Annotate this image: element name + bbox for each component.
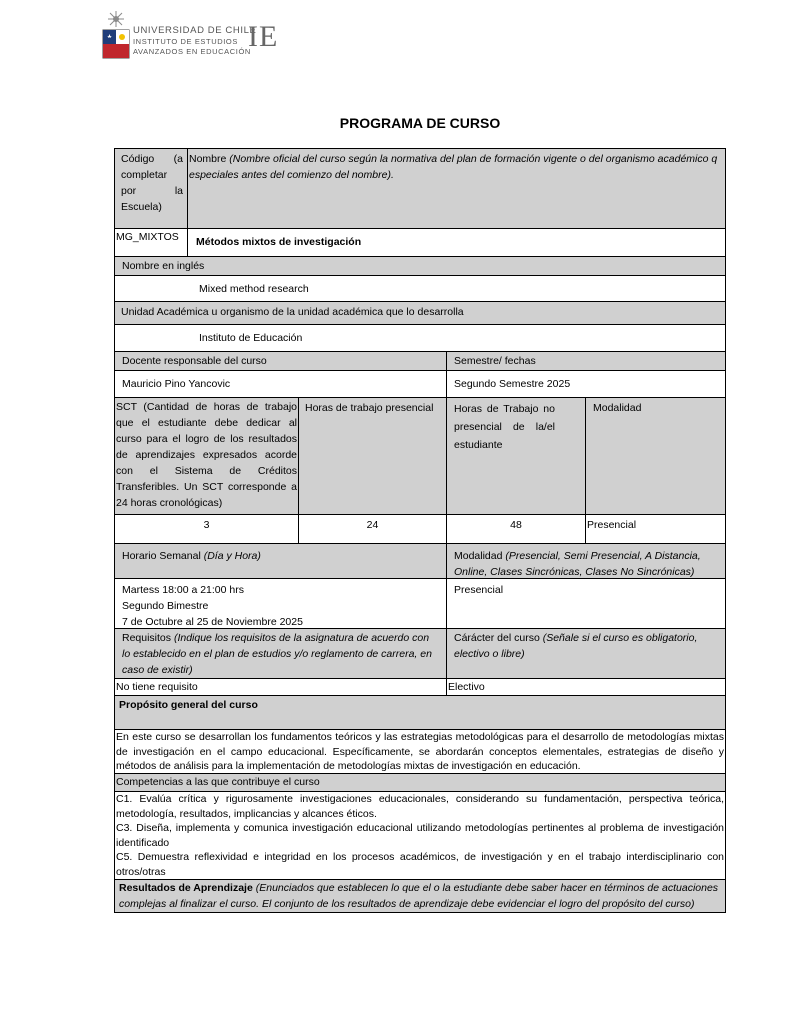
semester-value: Segundo Semestre 2025: [454, 378, 571, 390]
schedule-label-cell: [114, 543, 447, 579]
modality2-value: Presencial: [454, 584, 504, 596]
purpose-label-cell: [114, 695, 726, 730]
outcomes-label-cell: [114, 879, 726, 913]
competency-item: C3. Diseña, implementa y comunica investigación educacional utilizando metodologías pertinentes al problema de investigación identificado: [116, 822, 724, 849]
semester-label: Semestre/ fechas: [454, 355, 536, 367]
name-label: Nombre: [189, 153, 227, 165]
teacher-name: Mauricio Pino Yancovic: [122, 378, 231, 390]
hours-no-presencial-value-cell: [446, 514, 586, 544]
institute-line-2: AVANZADOS EN EDUCACIÓN: [133, 47, 251, 56]
ie-logo-mark: IE: [248, 20, 279, 53]
modality-label: Modalidad: [593, 402, 642, 414]
modality-value: Presencial: [587, 519, 637, 531]
schedule-value-cell: [114, 578, 447, 629]
modality2-hint: (Presencial, Semi Presencial, A Distancia, Online, Clases Sincrónicas, Clases No Sincrónicas): [454, 550, 701, 578]
purpose-text: En este curso se desarrollan los fundamentos teóricos y las estrategias metodológicas para el desarrollo de metodologías mixtas de investigación en el campo educacional. Específicamente, se abordarán conceptos elementales, estrategias de diseño y métodos de análisis para la implementación de metodologías mixtas de investigación en educación.: [116, 731, 724, 772]
sct-value: 3: [203, 519, 210, 531]
course-name: Métodos mixtos de investigación: [196, 236, 362, 248]
schedule-hint: (Día y Hora): [203, 550, 261, 562]
code-label: Código (a completar por la Escuela): [121, 153, 183, 213]
teacher-value-cell: [114, 370, 447, 398]
hours-presencial-label-cell: [298, 397, 447, 515]
competency-item: C5. Demuestra reflexividad e integridad en los procesos académicos, de investigación y en el trabajo interdisciplinario con otros/otras: [116, 851, 724, 878]
university-logo: [102, 10, 282, 60]
sct-value-cell: [114, 514, 299, 544]
competencies-label: Competencias a las que contribuye el curso: [116, 776, 320, 788]
competencies-value-cell: [114, 791, 726, 880]
code-value-cell: [114, 228, 188, 257]
university-name: UNIVERSIDAD DE CHILE: [133, 25, 257, 36]
english-value-cell: [114, 275, 726, 302]
purpose-label: Propósito general del curso: [119, 699, 258, 711]
teacher-label-cell: [114, 351, 447, 371]
hours-no-presencial-value: 48: [510, 519, 522, 531]
character-hint: (Señale si el curso es obligatorio, electivo o libre): [454, 632, 698, 660]
hours-no-presencial-label: Horas de Trabajo no presencial de la/el estudiante: [454, 403, 555, 451]
course-code: MG_MIXTOS: [116, 231, 179, 243]
schedule-label: Horario Semanal: [122, 550, 201, 562]
competency-item: C1. Evalúa crítica y rigurosamente investigaciones educacionales, considerando su fundamentación, perspectiva teórica, metodología, resultados, implicancias y alcances éticos.: [116, 793, 724, 820]
sct-label-cell: [114, 397, 299, 515]
english-label: Nombre en inglés: [122, 260, 205, 272]
unit-label-cell: [114, 301, 726, 325]
modality2-label-cell: [446, 543, 726, 579]
semester-value-cell: [446, 370, 726, 398]
character-label: Cárácter del curso: [454, 632, 540, 644]
hours-presencial-label: Horas de trabajo presencial: [305, 402, 434, 414]
hours-presencial-value-cell: [298, 514, 447, 544]
english-label-cell: [114, 256, 726, 276]
unit-value-cell: [114, 324, 726, 352]
schedule-line-3: 7 de Octubre al 25 de Noviembre 2025: [122, 616, 303, 628]
unit-name: Instituto de Educación: [199, 332, 303, 344]
requirements-value: No tiene requisito: [116, 681, 198, 693]
outcomes-label: Resultados de Aprendizaje: [119, 882, 253, 894]
page-title: PROGRAMA DE CURSO: [339, 115, 501, 131]
name-value-cell: [187, 228, 726, 257]
hours-no-presencial-label-cell: [446, 397, 586, 515]
hours-presencial-value: 24: [366, 519, 379, 531]
modality-value-cell: [585, 514, 726, 544]
competencies-label-cell: [114, 773, 726, 792]
unit-label: Unidad Académica u organismo de la unidad académica que lo desarrolla: [121, 306, 464, 318]
modality2-value-cell: [446, 578, 726, 629]
requirements-label-cell: [114, 628, 447, 679]
character-label-cell: [446, 628, 726, 679]
code-label-cell: [114, 148, 188, 229]
outcomes-hint: (Enunciados que establecen lo que el o la estudiante debe saber hacer en términos de actuaciones complejas al finalizar el curso. El conjunto de los resultados de aprendizaje debe evidenciar el logro del propósito del curso): [119, 882, 719, 910]
purpose-value-cell: [114, 729, 726, 774]
english-name: Mixed method research: [199, 283, 309, 295]
modality2-label: Modalidad: [454, 550, 503, 562]
schedule-line-1: Martess 18:00 a 21:00 hrs: [122, 584, 244, 596]
modality-label-cell: [585, 397, 726, 515]
semester-label-cell: [446, 351, 726, 371]
university-seal-icon: [102, 10, 130, 60]
requirements-label: Requisitos: [122, 632, 172, 644]
requirements-value-cell: [114, 678, 447, 696]
institute-line-1: INSTITUTO DE ESTUDIOS: [133, 37, 238, 46]
character-value-cell: [446, 678, 726, 696]
name-hint: (Nombre oficial del curso según la normativa del plan de formación vigente o del organismo académico q especiales antes del comienzo del nombre).: [189, 153, 718, 181]
sct-label: SCT (Cantidad de horas de trabajo que el estudiante debe dedicar al curso para el logro de los resultados de aprendizajes expresados acorde con el Sistema de Créditos Transferibles. Un SCT corresponde a 24 horas cronológicas): [116, 401, 297, 509]
teacher-label: Docente responsable del curso: [122, 355, 267, 367]
character-value: Electivo: [448, 681, 485, 693]
schedule-line-2: Segundo Bimestre: [122, 600, 209, 612]
requirements-hint: (Indique los requisitos de la asignatura de acuerdo con lo establecido en el plan de estudios y/o reglamento de carrera, en caso de existir): [122, 632, 432, 676]
name-label-cell: [187, 148, 726, 229]
